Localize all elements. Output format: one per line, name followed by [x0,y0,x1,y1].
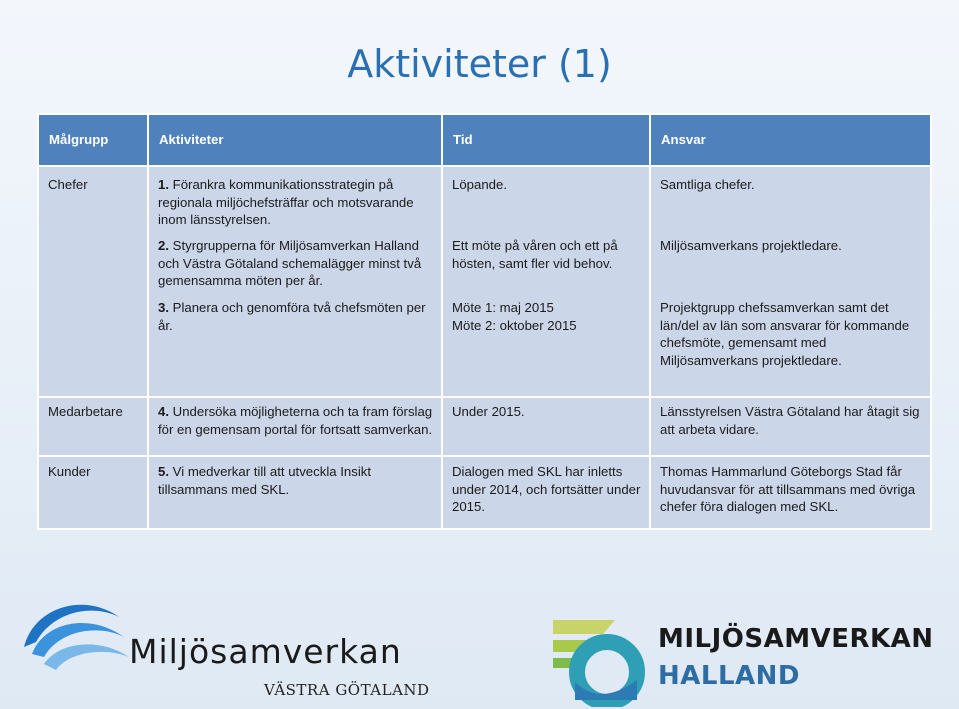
table-row [38,456,931,529]
halland-emblem-icon [545,612,655,707]
logo-wordmark: Miljösamverkan [129,632,402,671]
table-header-row [38,114,931,166]
logo-wordmark-top: MILJÖSAMVERKAN [658,624,934,654]
header-malgrupp: Målgrupp [38,114,148,166]
time-item: Möte 1: maj 2015 [452,300,554,315]
responsible-item: Miljösamverkans projektledare. [660,238,842,253]
time-cell [442,166,650,397]
time-item: Ett möte på våren och ett på hösten, samt fler vid behov. [452,238,618,271]
responsible-item: Projektgrupp chefssamverkan samt det län/del av län som ansvarar för kommande chefsmöte, gemensamt med Miljösamverkans projektledare. [660,300,910,368]
responsible-cell: Thomas Hammarlund Göteborgs Stad får huvudansvar för att tillsammans med övriga chefer föra dialogen med SKL. [650,456,931,529]
time-cell: Under 2015. [442,397,650,456]
header-tid: Tid [442,114,650,166]
logo-wordmark-bottom: HALLAND [658,661,800,691]
activity-item: 1. Förankra kommunikationsstrategin på regionala miljöchefsträffar och motsvarande inom länsstyrelsen. [158,177,414,227]
table-row [38,397,931,456]
logo-subtitle: VÄSTRA GÖTALAND [264,681,430,699]
time-cell: Dialogen med SKL har inletts under 2014, och fortsätter under 2015. [442,456,650,529]
activity-item: 3. Planera och genomföra två chefsmöten per år. [158,300,426,333]
miljosamverkan-halland-logo [545,612,945,707]
header-ansvar: Ansvar [650,114,931,166]
responsible-item: Samtliga chefer. [660,177,755,192]
header-aktiviteter: Aktiviteter [148,114,442,166]
activities-cell: 4. Undersöka möjligheterna och ta fram förslag för en gemensam portal för fortsatt samverkan. [148,397,442,456]
activities-table [37,113,932,530]
activity-item: 2. Styrgrupperna för Miljösamverkan Halland och Västra Götaland schemalägger minst två gemensamma möten per år. [158,238,422,288]
table-row [38,166,931,397]
activities-cell: 5. Vi medverkar till att utveckla Insikt tillsammans med SKL. [148,456,442,529]
group-cell: Chefer [38,166,148,397]
group-cell: Medarbetare [38,397,148,456]
responsible-cell: Länsstyrelsen Västra Götaland har åtagit sig att arbeta vidare. [650,397,931,456]
time-item: Löpande. [452,177,508,192]
miljosamverkan-vastra-gotaland-logo [14,592,434,702]
group-cell: Kunder [38,456,148,529]
page-title: Aktiviteter (1) [347,42,612,86]
time-item: Möte 2: oktober 2015 [452,317,577,333]
activities-cell [148,166,442,397]
responsible-cell [650,166,931,397]
